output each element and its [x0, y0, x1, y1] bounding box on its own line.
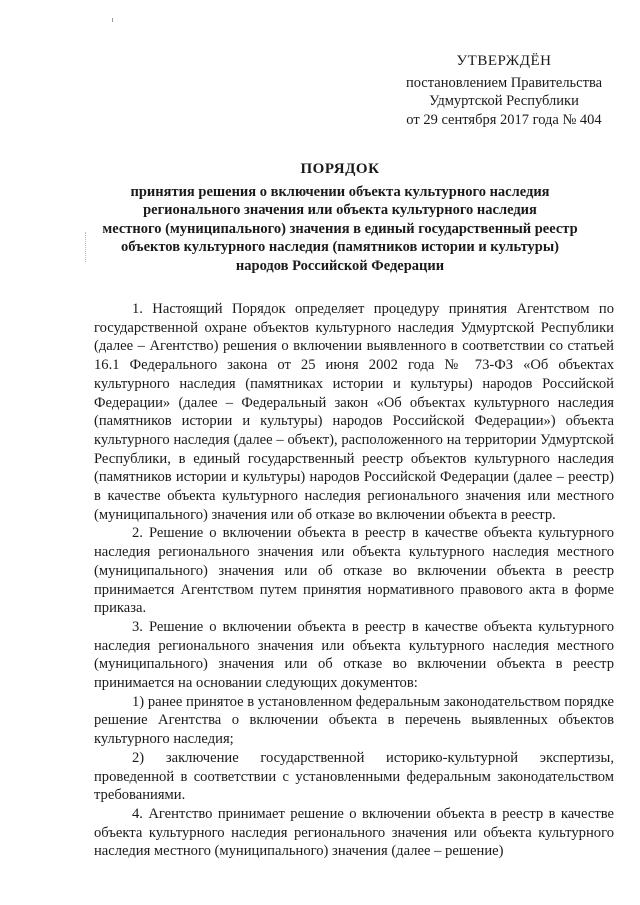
- document-title: [80, 160, 600, 275]
- title-line: регионального значения или объекта культурного наследия: [143, 202, 537, 218]
- binder-mark: [112, 18, 113, 22]
- document-body: [94, 300, 614, 861]
- paragraph-2: 2. Решение о включении объекта в реестр в качестве объекта культурного наследия регионального значения или объекта культурного наследия местного (муниципального) значения или об отказе во включении объекта в реестр принимается Агентством путем принятия нормативного правового акта в форме приказа.: [94, 525, 614, 617]
- title-heading: ПОРЯДОК: [300, 161, 380, 177]
- approval-heading: УТВЕРЖДЁН: [456, 53, 552, 69]
- paragraph-3-item-2: 2) заключение государственной историко-культурной экспертизы, проведенной в соответствии с установленными федеральным законодательством требованиями.: [94, 749, 614, 804]
- title-line: народов Российской Федерации: [235, 257, 445, 274]
- approval-line: постановлением Правительства: [405, 74, 603, 91]
- approval-line: Удмуртской Республики: [429, 93, 579, 109]
- paragraph-3-item-1: 1) ранее принятое в установленном федеральным законодательством порядке решение Агентства о включении объекта в перечень выявленных объектов культурного наследия;: [94, 693, 614, 748]
- paragraph-1: 1. Настоящий Порядок определяет процедуру принятия Агентством по государственной охране объектов культурного наследия Удмуртской Республики (далее – Агентство) решения о включении выявленного в соответствии со статьей 16.1 Федерального закона от 25 июня 2002 года № 73-ФЗ «Об объектах культурного наследия (памятниках истории и культуры) народов Российской Федерации» (далее – Федеральный закон «Об объектах культурного наследия (памятников истории и культуры) народов Российской Федерации») объекта культурного наследия (далее – объект), расположенного на территории Удмуртской Республики, в единый государственный реестр объектов культурного наследия (памятников истории и культуры) народов Российской Федерации (далее – реестр) в качестве объекта культурного наследия регионального значения или местного (муниципального) значения или об отказе во включении объекта в реестр.: [94, 301, 614, 523]
- title-line: местного (муниципального) значения в единый государственный реестр: [102, 220, 578, 237]
- approval-line: от 29 сентября 2017 года № 404: [406, 111, 602, 128]
- paragraph-3: 3. Решение о включении объекта в реестр в качестве объекта культурного наследия регионального значения или объекта культурного наследия местного (муниципального) значения или об отказе во включении объекта в реестр принимается на основании следующих документов:: [94, 618, 614, 692]
- paragraph-4: 4. Агентство принимает решение о включении объекта в реестр в качестве объекта культурного наследия регионального значения или объекта культурного наследия местного (муниципального) значения (далее – решение): [94, 805, 614, 860]
- title-line: объектов культурного наследия (памятников истории и культуры): [120, 239, 559, 255]
- title-line: принятия решения о включении объекта культурного наследия: [130, 183, 550, 200]
- approval-stamp: [388, 52, 620, 129]
